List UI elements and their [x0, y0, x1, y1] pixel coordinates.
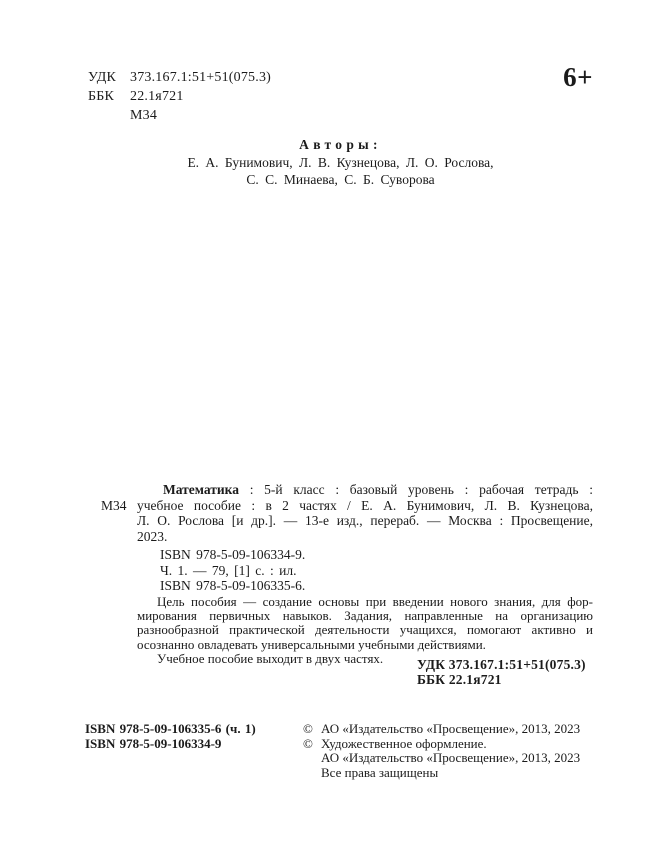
classification-codes — [88, 68, 271, 125]
copyright-spacer — [303, 751, 321, 766]
annotation-line-3: разнообразной практической деятельности учащихся, помогают активно и — [137, 622, 593, 638]
authors-line-2: С. С. Минаева, С. Б. Суворова — [246, 172, 435, 187]
udc-row — [88, 68, 271, 87]
biblio-line-4: 2023. — [137, 528, 168, 544]
m-code-value: М34 — [130, 108, 158, 123]
bbk-row — [88, 87, 271, 106]
biblio-line-1-rest: : 5-й класс : базовый уровень : рабочая тетрадь : — [239, 482, 593, 497]
copyright-line-2: Художественное оформление. — [321, 735, 487, 751]
copyright-spacer — [303, 766, 321, 781]
imprint-isbn-part: ISBN 978-5-09-106335-6 (ч. 1) — [85, 721, 256, 736]
imprint-isbn-full: ISBN 978-5-09-106334-9 — [85, 735, 222, 751]
bbk-bottom: ББК 22.1я721 — [417, 672, 502, 687]
bbk-value: 22.1я721 — [130, 89, 184, 104]
m-code-row — [88, 106, 271, 125]
copyright-line-3: АО «Издательство «Просвещение», 2013, 2023 — [321, 750, 581, 766]
copyright-icon: © — [303, 735, 313, 751]
annotation-line-5: Учебное пособие выходит в двух частях. — [157, 650, 384, 666]
biblio-line-2: учебное пособие : в 2 частях / Е. А. Бунимович, Л. В. Кузнецова, — [137, 497, 593, 513]
annotation-line-4: осознанно овладевать универсальными учебными действиями. — [137, 636, 486, 652]
codes-bottom — [417, 657, 586, 687]
biblio-line-1 — [137, 482, 593, 498]
isbn-block — [160, 547, 305, 594]
annotation-line-1: Цель пособия — создание основы при введении нового знания, для фор- — [157, 594, 593, 609]
imprint-isbn-block — [85, 722, 256, 751]
part-line: Ч. 1. — 79, [1] с. : ил. — [160, 562, 297, 578]
age-rating-badge: 6+ — [563, 62, 593, 92]
isbn-line-2: ISBN 978-5-09-106335-6. — [160, 578, 306, 594]
isbn-line-1: ISBN 978-5-09-106334-9. — [160, 547, 306, 562]
bbk-label: ББК — [88, 89, 115, 104]
copyright-line-1: АО «Издательство «Просвещение», 2013, 2023 — [321, 721, 581, 736]
authors-line-1: Е. А. Бунимович, Л. В. Кузнецова, Л. О. Рослова, — [187, 154, 494, 170]
bibliographic-record — [137, 482, 593, 544]
biblio-margin-code: М34 — [101, 498, 127, 513]
udc-value: 373.167.1:51+51(075.3) — [130, 70, 272, 85]
copyright-icon: © — [303, 721, 313, 736]
udc-bottom: УДК 373.167.1:51+51(075.3) — [417, 657, 586, 672]
authors-heading: Авторы: — [299, 137, 382, 152]
authors-section — [88, 136, 593, 189]
annotation — [137, 595, 593, 666]
book-title: Математика — [163, 482, 240, 497]
udc-label: УДК — [88, 70, 116, 85]
annotation-line-2: мирования первичных навыков. Задания, направленные на организацию — [137, 608, 593, 624]
biblio-line-3: Л. О. Рослова [и др.]. — 13-е изд., перераб. — Москва : Просвещение, — [137, 513, 593, 529]
copyright-line-4: Все права защищены — [321, 764, 439, 780]
copyright-block — [303, 722, 580, 780]
m-code-spacer — [88, 106, 130, 125]
